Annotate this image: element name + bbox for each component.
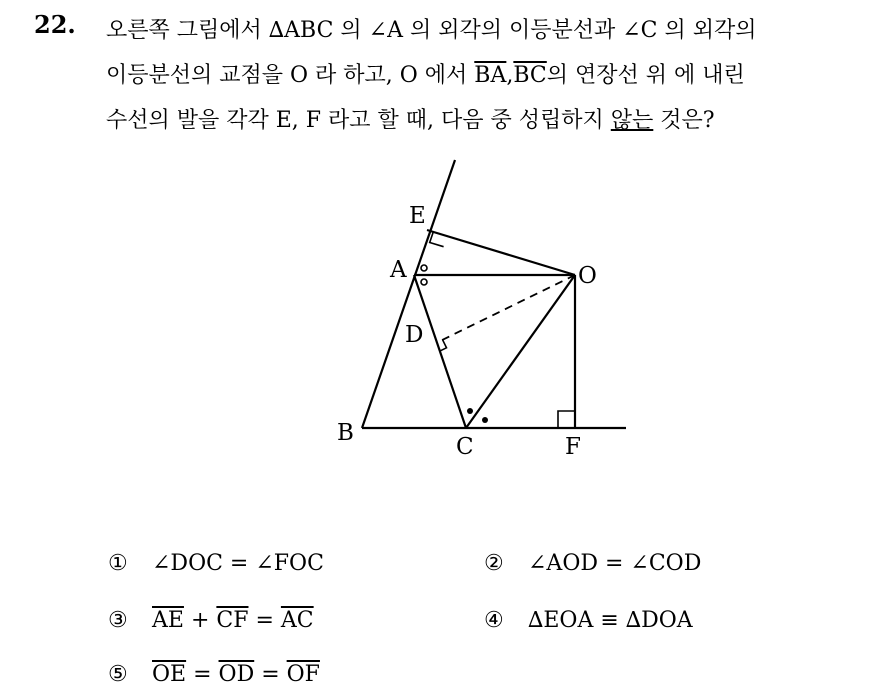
underlined-not: 않는: [610, 108, 654, 133]
choice-5-part-0: $\overline{OE}$: [152, 662, 187, 687]
label-o: O: [578, 263, 597, 289]
choice-5-text: [152, 662, 320, 687]
choice-4-part-0: ∆EOA ≡ ∆DOA: [528, 608, 693, 633]
choice-4[interactable]: [484, 608, 693, 633]
choice-3-part-0: $\overline{AE}$: [152, 608, 184, 633]
choice-4-number: ④: [484, 608, 504, 633]
choice-2-part-0: ∠AOD = ∠COD: [528, 551, 702, 576]
label-f: F: [565, 434, 581, 460]
choice-3-text: [152, 608, 314, 633]
label-d: D: [405, 322, 424, 348]
angle-mark-c-left: [467, 408, 473, 414]
stem-line-1: 오른쪽 그림에서 ∆ABC 의 ∠A 의 외각의 이등분선과 ∠C 의 외각의: [106, 18, 757, 43]
choice-1-text: [152, 551, 324, 576]
choice-5-number: ⑤: [108, 662, 128, 687]
choice-5[interactable]: [108, 662, 320, 687]
choice-5-part-2: $\overline{OD}$: [218, 662, 255, 687]
choice-4-text: [528, 608, 693, 633]
label-b: B: [337, 420, 354, 446]
choice-3-number: ③: [108, 608, 128, 633]
segment-bc: $\overline{BC}$: [513, 63, 547, 88]
geometry-diagram: [300, 150, 660, 470]
angle-mark-c-right: [482, 417, 488, 423]
label-e: E: [409, 203, 426, 229]
choice-2[interactable]: [484, 551, 701, 576]
label-a: A: [390, 257, 407, 283]
choice-5-part-3: =: [254, 662, 287, 687]
stem-line-3-text-b: 것은?: [653, 108, 715, 133]
stem-line-2: [106, 53, 874, 98]
stem-line-3: [106, 98, 874, 143]
label-c: C: [456, 434, 474, 460]
question-number: 22.: [34, 10, 76, 39]
choice-1-part-0: ∠DOC = ∠FOC: [152, 551, 324, 576]
choice-1[interactable]: [108, 551, 324, 576]
angle-mark-a-lower: [421, 279, 427, 285]
geometry-figure: [300, 150, 660, 470]
segment-ba: $\overline{BA}$: [474, 63, 507, 88]
choice-2-text: [528, 551, 701, 576]
stem-line-2-text-b: 의 연장선 위 에 내린: [546, 63, 745, 88]
choice-2-number: ②: [484, 551, 504, 576]
question-stem: [106, 8, 874, 143]
angle-mark-a-upper: [421, 265, 427, 271]
segment-od-dashed: [438, 275, 575, 342]
ray-b-to-e: [362, 160, 455, 428]
choice-1-number: ①: [108, 551, 128, 576]
stem-line-2-text-a: 이등분선의 교점을 O 라 하고, O 에서: [106, 63, 475, 88]
right-angle-f: [558, 411, 575, 428]
segment-co: [466, 275, 575, 428]
stem-sep: ,: [506, 63, 514, 88]
choice-5-part-1: =: [186, 662, 219, 687]
choice-3-part-3: =: [248, 608, 281, 633]
choice-3[interactable]: [108, 608, 314, 633]
choice-3-part-1: +: [183, 608, 217, 633]
choice-5-part-4: $\overline{OF}$: [286, 662, 320, 687]
stem-line-3-text-a: 수선의 발을 각각 E, F 라고 할 때, 다음 중 성립하지: [106, 108, 611, 133]
choice-3-part-4: $\overline{AC}$: [280, 608, 314, 633]
segment-eo: [427, 230, 575, 275]
choice-3-part-2: $\overline{CF}$: [216, 608, 249, 633]
